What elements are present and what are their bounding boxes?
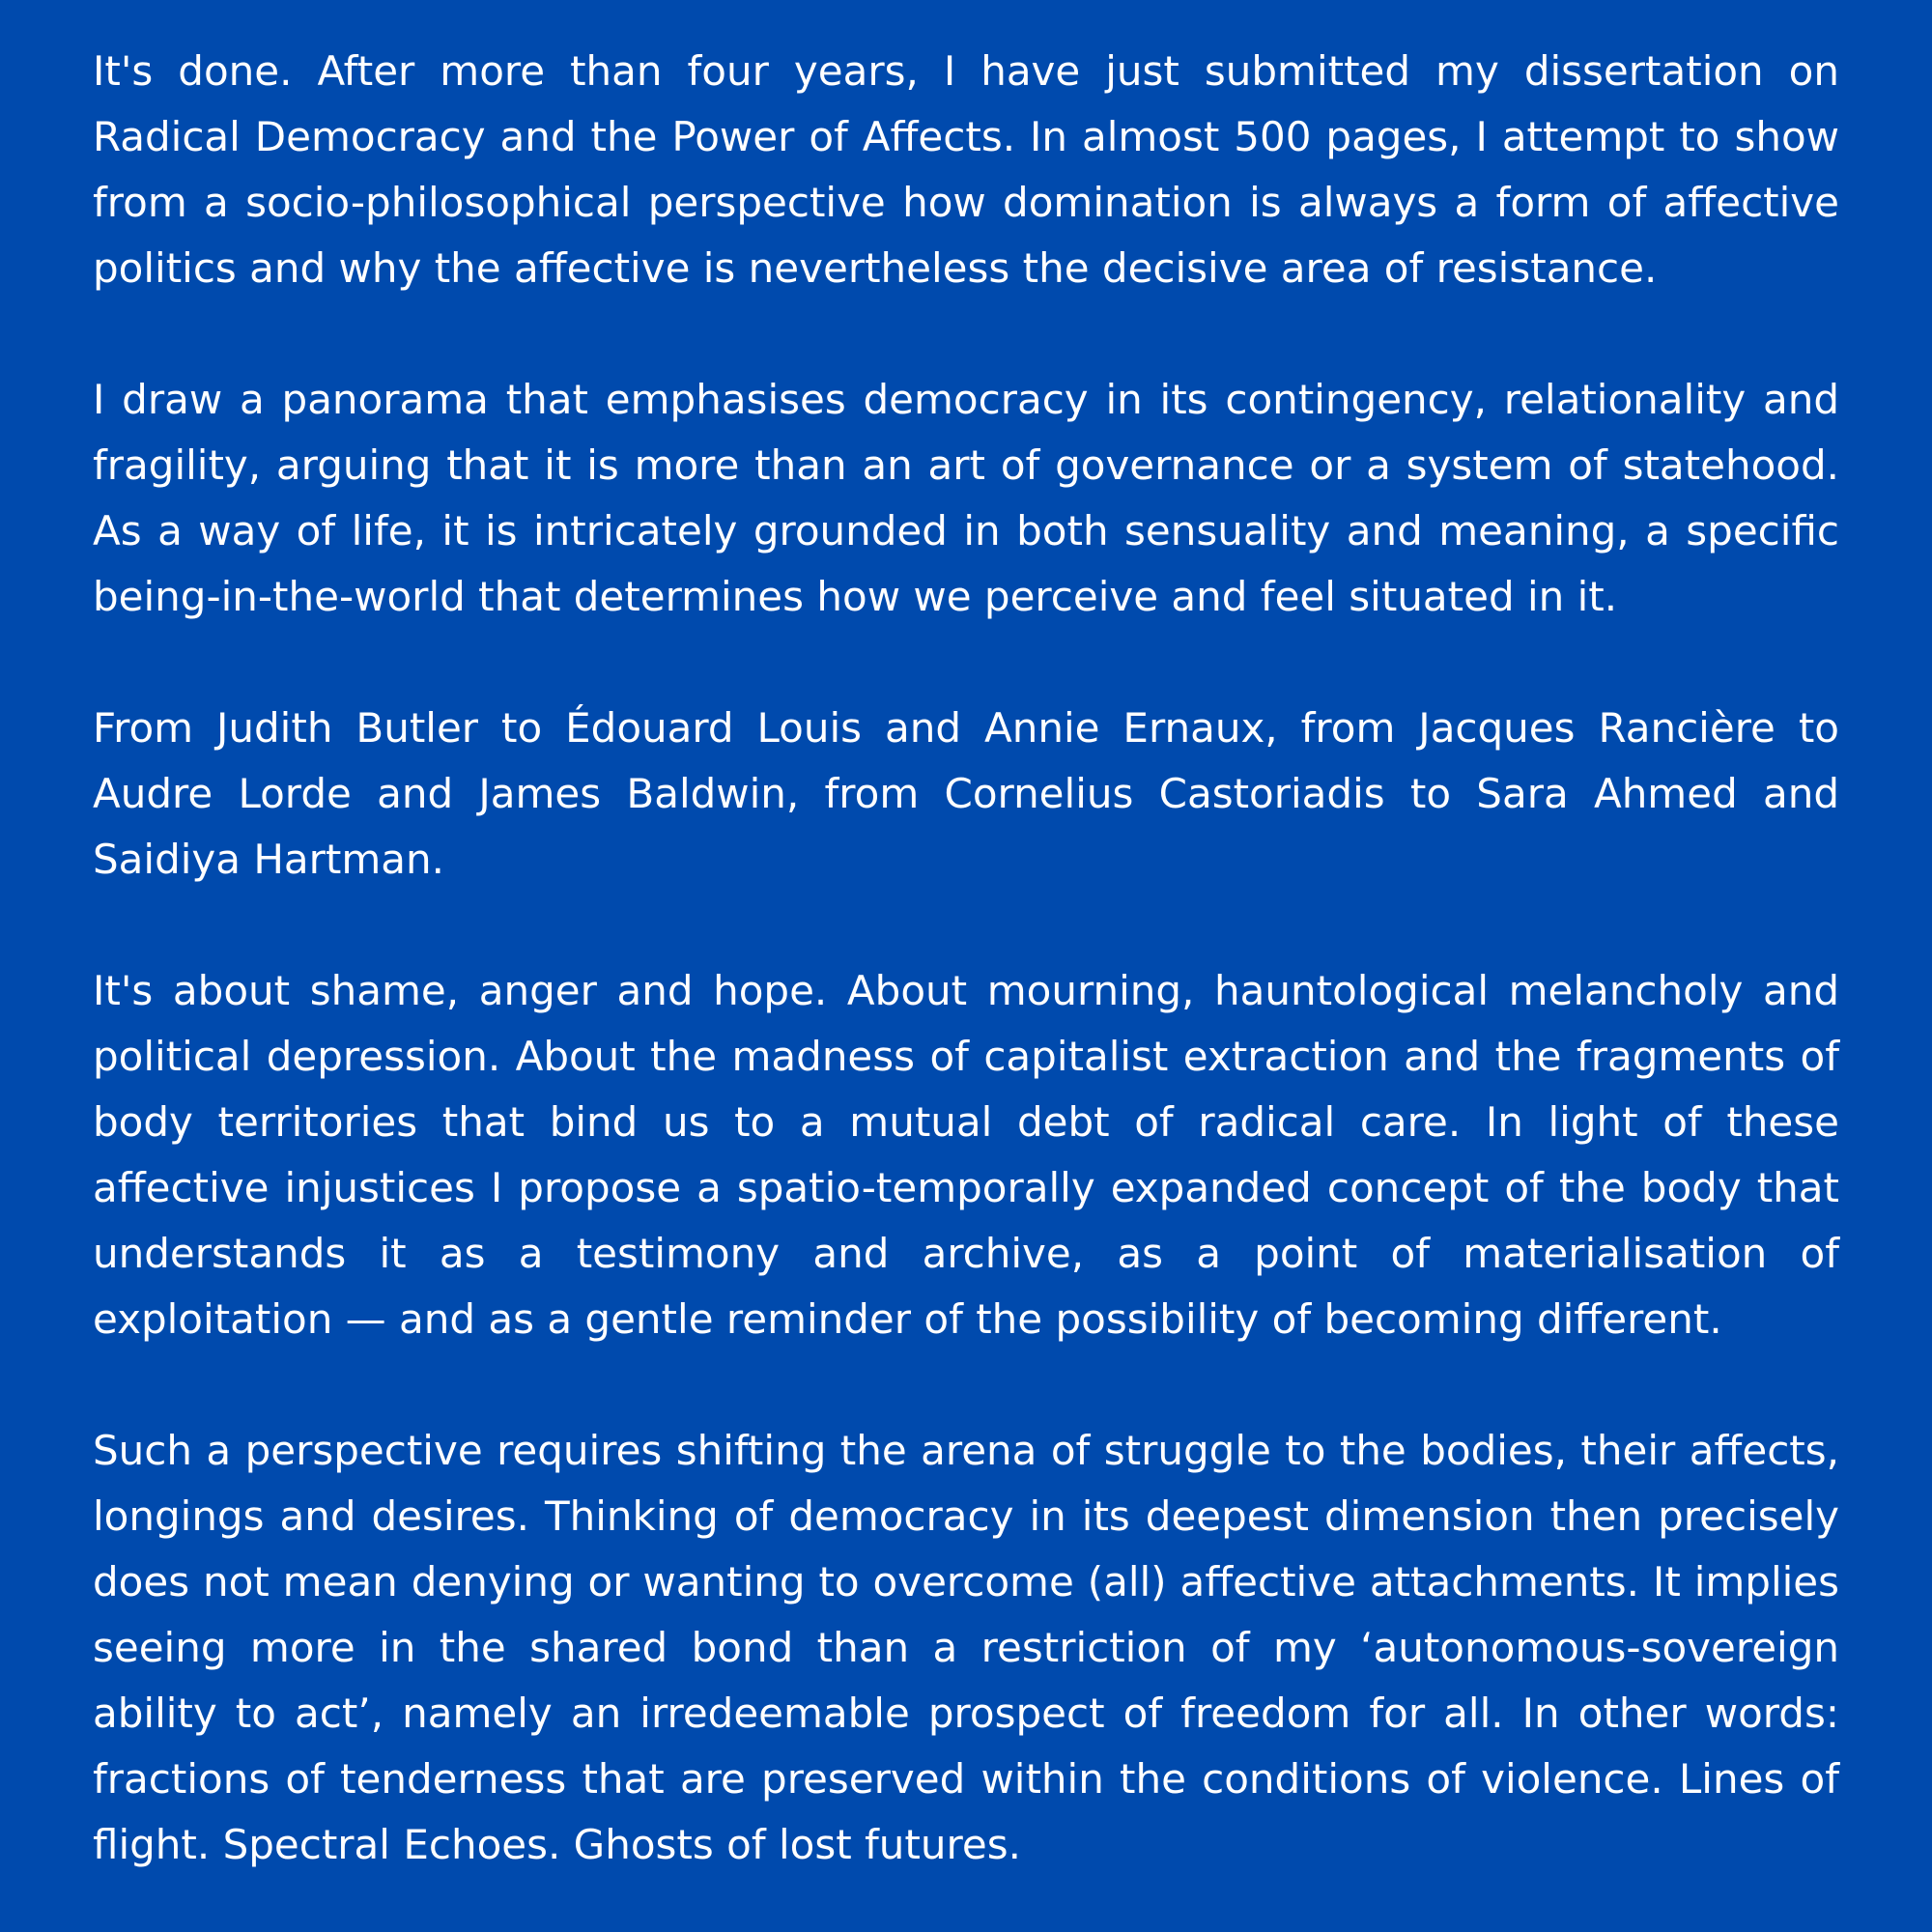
paragraph-perspective: Such a perspective requires shifting the arena of struggle to the bodies, their affects, longings and desires. Thinking of democracy in its deepest dimension then precisely does not mean denying or wanting to overcome (all) affective attachments. It implies seeing more in the shared bond than a restriction of my ‘autonomous-sovereign ability to act’, namely an irredeemable prospect of freedom for all. In other words: fractions of tenderness that are preserved within the conditions of violence. Lines of flight. Spectral Echoes. Ghosts of lost futures. <box>93 1427 1839 1868</box>
paragraph-panorama: I draw a panorama that emphasises democracy in its contingency, relationality and fragility, arguing that it is more than an art of governance or a system of statehood. As a way of life, it is intricately grounded in both sensuality and meaning, a specific being-in-the-world that determines how we perceive and feel situated in it. <box>93 376 1839 620</box>
paragraph-authors: From Judith Butler to Édouard Louis and Annie Ernaux, from Jacques Rancière to Audre Lorde and James Baldwin, from Cornelius Castoriadis to Sara Ahmed and Saidiya Hartman. <box>93 704 1839 883</box>
paragraph-affects: It's about shame, anger and hope. About mourning, hauntological melancholy and political depression. About the madness of capitalist extraction and the fragments of body territories that bind us to a mutual debt of radical care. In light of these affective injustices I propose a spatio-temporally expanded concept of the body that understands it as a testimony and archive, as a point of materialisation of exploitation — and as a gentle reminder of the possibility of becoming different. <box>93 967 1839 1343</box>
paragraph-submission: It's done. After more than four years, I have just submitted my dissertation on Radical Democracy and the Power of Affects. In almost 500 pages, I attempt to show from a socio-philosophical perspective how domination is always a form of affective politics and why the affective is nevertheless the decisive area of resistance. <box>93 47 1839 292</box>
